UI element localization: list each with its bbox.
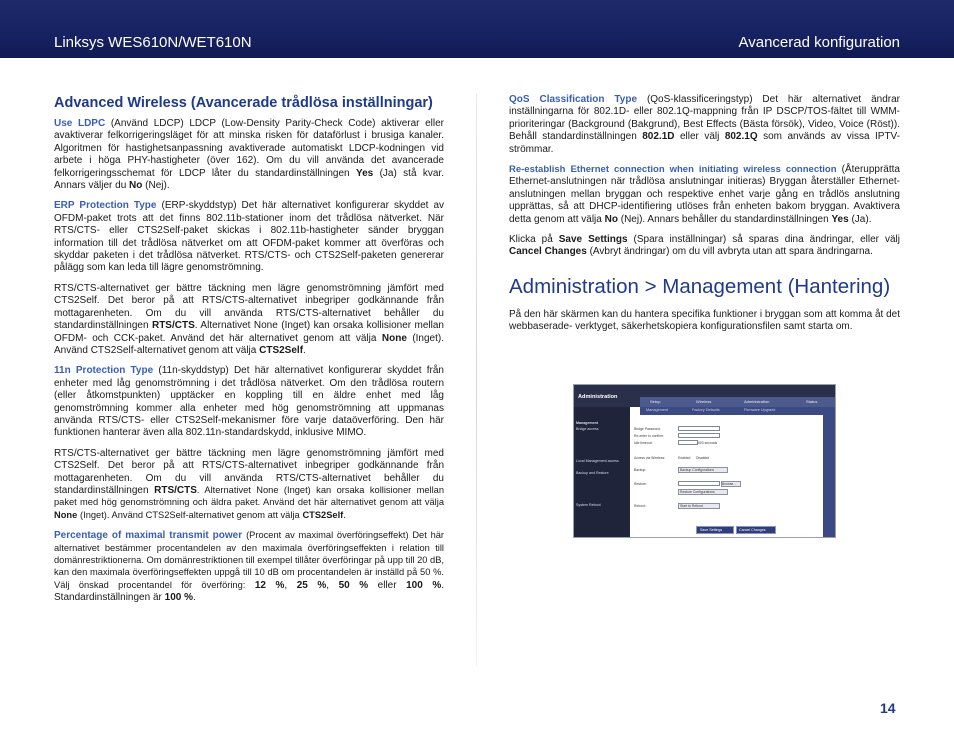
ldpc-paragraph: Use LDPC (Använd LDCP) LDCP (Low-Density Parity-Check Code) aktiverar eller avaktiverar felkorrigeringsläget för att minska risken för dataförlust i brusiga kanaler. Algoritmen för hastighetsanpassning avaktiverade automatiskt LDCP-kodningen vid arbete i höga PHY-hastigheter (över 162). Om du vill använda det avancerade felkorrigeringsschemat för LDCP låter du standardinställningen Yes (Ja) stå kvar. Annars väljer du No (Nej). — [54, 118, 444, 192]
screenshot-idle-field — [678, 440, 698, 445]
rts-paragraph-2: RTS/CTS-alternativet ger bättre täckning men lägre genomströmning jämfört med CTS2Self. Det beror på att RTS/CTS-alternativet inbegriper godkännande från mottagarenheten. Om du vill använda RTS/CTS-alternativet behåller du standardinställningen RTS/CTS. Alternativet None (Inget) kan orsaka kollisioner mellan paket med hög genomströmning och äldra paket. Använd det här alternativet genom att välja None (Inget). Använd CTS2Self-alternativet genom att välja CTS2Self. — [54, 447, 445, 521]
page-header — [0, 0, 954, 58]
screenshot-radio-enabled: Enabled — [678, 456, 691, 460]
reestablish-term: Re-establish Ethernet connection when initiating wireless connection — [509, 164, 837, 176]
screenshot-subtabs — [640, 407, 835, 415]
administration-intro: På den här skärmen kan du hantera specifika funktioner i bryggan som att komma åt det webbaserade- verktyget, säkerhetskopiera konfigurationsfilen samt starta om. — [509, 308, 900, 333]
right-column — [509, 94, 900, 342]
screenshot-password-field — [678, 426, 720, 431]
screenshot-right-panel — [823, 415, 835, 537]
screenshot-sidebar-local-access: Local Management access — [576, 459, 619, 463]
screenshot-sidebar-bridge-access: Bridge access — [576, 427, 599, 431]
section-title: Avancerad konfiguration — [738, 34, 900, 51]
screenshot-subtab-factory: Factory Defaults — [692, 408, 720, 412]
left-column — [54, 95, 444, 613]
reestablish-paragraph: Re-establish Ethernet connection when initiating wireless connection (Återupprätta Ethernet-anslutningen när trådlösa anslutningar initieras) Bryggan återställer Ethernet-anslutningen mellan bryggan och respektive enhet varje gång en trådlös anslutning upprättas, så att DHCP-identifiering utlöses från enheten bakom bryggan. Avaktivera detta genom att välja No (Nej). Annars behåller du standardinställningen Yes (Ja). — [509, 164, 900, 225]
ldpc-term: Use LDPC — [54, 118, 106, 129]
screenshot-subtab-management: Management — [646, 408, 669, 412]
qos-term: QoS Classification Type — [509, 94, 638, 105]
screenshot-tab-administration: Administration — [744, 399, 770, 404]
screenshot-sidebar-backup: Backup and Restore — [576, 471, 609, 475]
screenshot-confirm-field — [678, 433, 720, 438]
n11-paragraph: 11n Protection Type (11n-skyddstyp) Det här alternativet konfigurerar skyddet från enheter med låg genomströmning i det trådlösa nätverket. Om den trådlösa routern (eller åtkomstpunkten) upptäcker en koppling till en äldre enhet med låg genomströmning kommer alla enheter med hög genomströmning att uppmanas använda RTS/CTS- eller CTS2Self-mekanismer före varje dataöverföring. Den här funktionen hanterar även alla 802.11n-standardskydd, inklusive MIMO. — [54, 365, 444, 439]
screenshot-radio-disabled: Disabled — [696, 456, 710, 460]
management-screenshot: Administration Setup Wireless Administration Status Management Factory Defaults Firmware Upgrade Management Bridge access Local Management access Backup and Restore System Reboot Bridge Password: Re-enter to confirm: Idle timeout: 600 seconds Access via Wireless: Enabled Disabled Backup: Backup Configurations Restore: Browse... Restore Configurations Reboot: Start to Reboot Save Settings Cancel Changes — [573, 384, 836, 538]
screenshot-tab-status: Status — [806, 399, 818, 404]
screenshot-tabs — [640, 397, 835, 407]
administration-heading: Administration > Management (Hantering) — [509, 274, 891, 298]
rts-paragraph-1: RTS/CTS-alternativet ger bättre täckning men lägre genomströmning jämfört med CTS2Self. Det beror på att RTS/CTS-alternativet inbegriper godkännande från mottagarenheten. Om du vill använda RTS/CTS-alternativet behåller du standardinställningen RTS/CTS. Alternativet None (Inget) kan orsaka kollisioner mellan OFDM- och CCK-paket. Använd det här alternativet genom att välja None (Inget). Använd CTS2Self-alternativet genom att välja CTS2Self. — [54, 282, 445, 356]
product-title: Linksys WES610N/WET610N — [54, 34, 252, 51]
save-paragraph: Klicka på Save Settings (Spara inställningar) så sparas dina ändringar, eller välj Cancel Changes (Avbryt ändringar) om du vill avbryta utan att spara ändringarna. — [509, 234, 900, 258]
screenshot-tab-wireless: Wireless — [696, 399, 712, 404]
screenshot-tab-setup: Setup — [650, 399, 661, 404]
screenshot-subtab-firmware: Firmware Upgrade — [744, 408, 776, 412]
screenshot-title: Administration — [578, 394, 618, 400]
screenshot-sidebar-reboot: System Reboot — [576, 503, 601, 507]
screenshot-restore-field — [678, 481, 720, 486]
page-number: 14 — [880, 700, 896, 716]
n11-term: 11n Protection Type — [54, 365, 154, 377]
advanced-wireless-heading: Advanced Wireless (Avancerade trådlösa inställningar) — [54, 95, 433, 111]
screenshot-sidebar — [574, 407, 630, 537]
screenshot-sidebar-management: Management — [576, 421, 598, 425]
erp-paragraph: ERP Protection Type (ERP-skyddstyp) Det här alternativet konfigurerar skyddet av OFDM-paket trots att det finns 802.11b-stationer inom det trådlösa nätverket. När RTS/CTS- eller CTS2Self-paket skickas i 802.11b-hastigheter sänder bryggan information till det trådlösa nätverket om att OFDM-paket kommer att överföras och skyddar paketen i det trådlösa nätverket. RTS/CTS- och CTS2Self-paketen genererar pålägg som kan leda till lägre genomströmning. — [54, 200, 445, 274]
percentage-term: Percentage of maximal transmit power — [54, 530, 243, 542]
screenshot-main: Bridge Password: Re-enter to confirm: Idle timeout: 600 seconds Access via Wireless: Enabled Disabled Backup: Backup Configurations Restore: Browse... Restore Configurations Reboot: Start to Reboot — [630, 415, 823, 537]
qos-paragraph: QoS Classification Type (QoS-klassificeringstyp) Det här alternativet ändrar inställningarna för 802.1D- eller 802.1Q-mappning från IP DSCP/TOS-fältet till WMM-prioriteringar (Background (Bakgrund), Best Effects (Bästa försök), Video, Voice (Röst)). Behåll standardinställningen 802.1D eller välj 802.1Q som används av vissa IPTV-strömmar. — [509, 94, 901, 155]
column-divider — [476, 94, 477, 666]
erp-term: ERP Protection Type — [54, 200, 157, 212]
percentage-paragraph: Percentage of maximal transmit power (Procent av maximal överföringseffekt) Det här alternativet bestämmer procentandelen av den maximala överföringseffekten i relation till domänrestriktionerna. Om domänrestriktionen till exempel tillåter överföringar på upp till 20 dB, kan den maximala överföringseffekten uppgå till 10 dB om procentandelen är inställd på 50 %. Välj önskad procentandel för överföring: 12 %, 25 %, 50 % eller 100 %. Standardinställningen är 100 %. — [54, 530, 444, 604]
